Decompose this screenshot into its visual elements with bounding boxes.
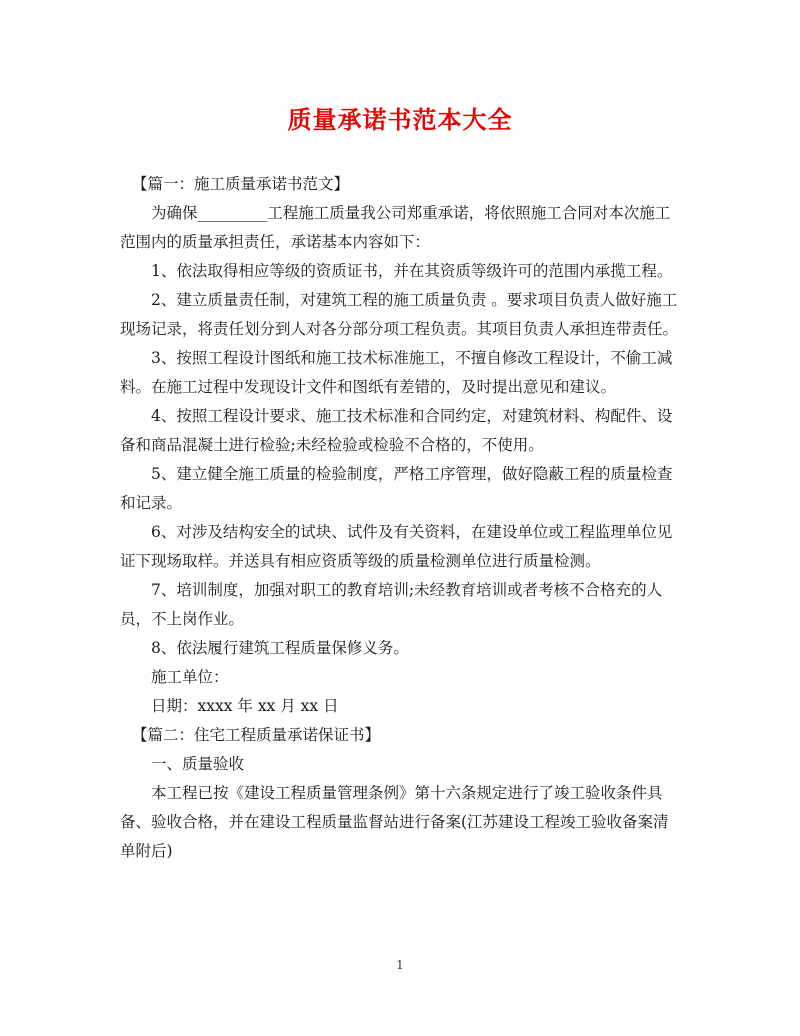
subsection-heading-quality-acceptance: 一、质量验收 bbox=[151, 755, 245, 773]
signature-date-line: 日期：xxxx 年 xx 月 xx 日 bbox=[151, 697, 339, 715]
signature-unit-line: 施工单位： bbox=[151, 668, 229, 686]
section-heading-2: 【篇二：住宅工程质量承诺保证书】 bbox=[132, 726, 381, 744]
paragraph-item-4: 4、按照工程设计要求、施工技术标准和合同约定，对建筑材料、构配件、设备和商品混凝土进行检验;未经检验或检验不合格的，不使用。 bbox=[120, 407, 673, 454]
section-heading-1: 【篇一：施工质量承诺书范文】 bbox=[132, 175, 350, 193]
paragraph-item-8: 8、依法履行建筑工程质量保修义务。 bbox=[151, 639, 409, 657]
page-number: 1 bbox=[396, 958, 404, 972]
paragraph-intro: 为确保_________工程施工质量我公司郑重承诺，将依照施工合同对本次施工范围内的质量承担责任，承诺基本内容如下： bbox=[120, 204, 671, 251]
paragraph-item-6: 6、对涉及结构安全的试块、试件及有关资料，在建设单位或工程监理单位见证下现场取样。并送具有相应资质等级的质量检测单位进行质量检测。 bbox=[120, 523, 673, 570]
paragraph-item-2: 2、建立质量责任制，对建筑工程的施工质量负责 。要求项目负责人做好施工现场记录，将责任划分到人对各分部分项工程负责。其项目负责人承担连带责任。 bbox=[120, 291, 679, 338]
paragraph-item-1: 1、依法取得相应等级的资质证书，并在其资质等级许可的范围内承揽工程。 bbox=[151, 262, 673, 280]
document-body bbox=[120, 170, 680, 866]
paragraph-item-3: 3、按照工程设计图纸和施工技术标准施工，不擅自修改工程设计，不偷工减料。在施工过程中发现设计文件和图纸有差错的，及时提出意见和建议。 bbox=[120, 349, 673, 396]
paragraph-item-7: 7、培训制度，加强对职工的教育培训;未经教育培训或者考核不合格充的人员，不上岗作业。 bbox=[120, 581, 663, 628]
document-title: 质量承诺书范本大全 bbox=[287, 105, 513, 134]
paragraph-acceptance: 本工程已按《建设工程质量管理条例》第十六条规定进行了竣工验收条件具备、验收合格，并在建设工程质量监督站进行备案(江苏建设工程竣工验收备案清单附后) bbox=[120, 784, 669, 860]
paragraph-item-5: 5、建立健全施工质量的检验制度，严格工序管理，做好隐蔽工程的质量检查和记录。 bbox=[120, 465, 673, 512]
